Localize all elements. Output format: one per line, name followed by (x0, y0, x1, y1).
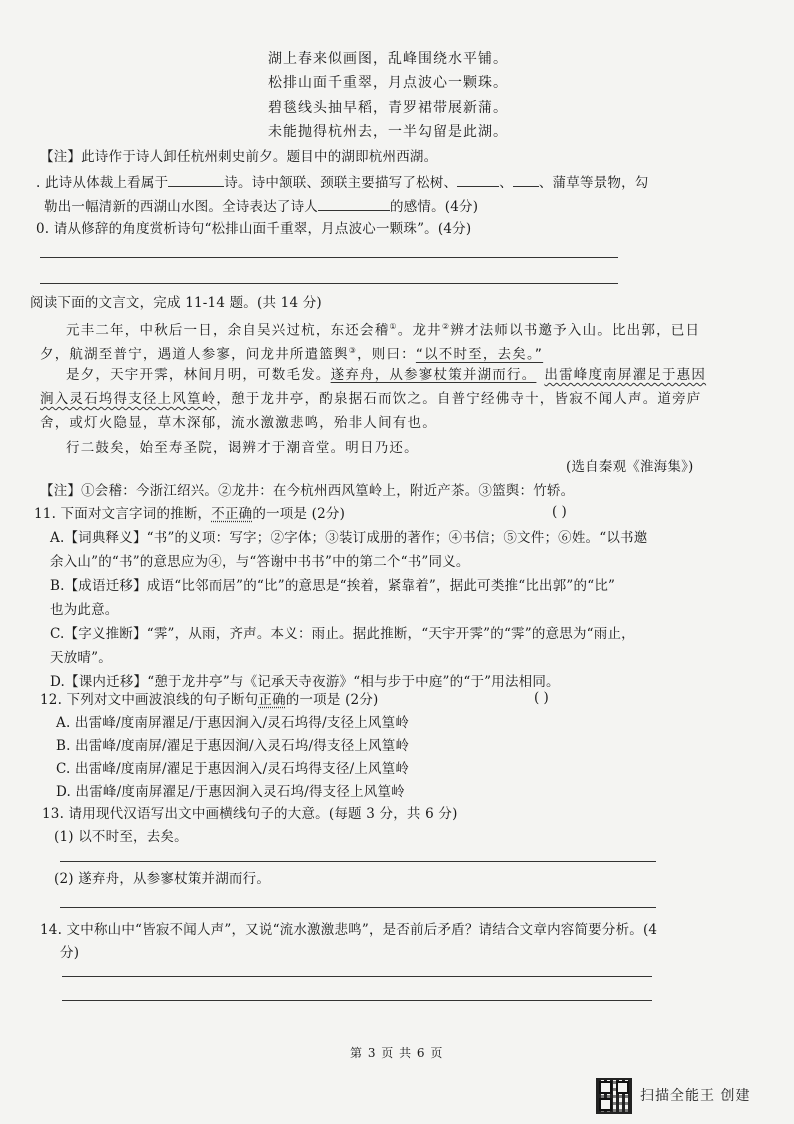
passage-line-5: 舍，或灯火隐显，草木深郁，流水激激悲鸣，殆非人间有也。 (40, 415, 437, 431)
q9-blank-emotion[interactable] (318, 196, 390, 211)
q9-blank-genre[interactable] (168, 172, 224, 187)
q11-option-c-line-2: 天放晴”。 (50, 650, 112, 666)
passage-text-2a: 是夕，天宇开霁，林间月明，可数毛发。 (66, 367, 331, 383)
footnote-mark-1: ① (389, 322, 398, 331)
reading-intro: 阅读下面的文言文，完成 11-14 题。(共 14 分) (30, 295, 322, 311)
wavy-sentence-part-2: 涧入灵石坞得支径上风篁岭 (40, 391, 217, 407)
q11-option-c-line-1: C.【字义推断】“霁”，从雨，齐声。本义：雨止。据此推断，“天宇开霁”的“霁”的意思为“雨止， (50, 626, 635, 642)
q12-stem-a: 12. 下列对文中画波浪线的句子断句 (40, 692, 259, 708)
question-9-line-1 (36, 172, 649, 192)
poem-line-3: 碧毯线头抽早稻，青罗裙带展新蒲。 (268, 100, 508, 116)
passage-footnotes: 【注】①会稽：今浙江绍兴。②龙井：在今杭州西风篁岭上，附近产茶。③篮舆：竹轿。 (40, 483, 575, 499)
question-14-line-1: 14. 文中称山中“皆寂不闻人声”，又说“流水激激悲鸣”，是否前后矛盾？请结合文章内容简要分析。(4 (40, 922, 658, 938)
q12-option-b: B. 出雷峰/度南屏/濯足于惠因涧/入灵石坞/得支径上风篁岭 (56, 738, 410, 754)
q10-answer-line-2[interactable] (40, 283, 618, 284)
q9-text-4: 、蒲草等景物，勾 (538, 175, 649, 191)
q10-answer-line-1[interactable] (40, 257, 618, 258)
q9-text-6: 的感情。(4分) (390, 199, 479, 215)
q12-option-c: C. 出雷峰/度南屏/濯足于惠因涧入/灵石坞得支径/上风篁岭 (56, 761, 410, 777)
q13-answer-line-1[interactable] (60, 861, 656, 862)
q12-answer-box[interactable]: ( ) (534, 690, 549, 706)
q14-answer-line-2[interactable] (62, 1000, 652, 1001)
poem-line-2: 松排山面千重翠，月点波心一颗珠。 (268, 75, 508, 91)
q11-stem-emphasis: 不正确 (211, 506, 253, 522)
passage-text-1e: ，则曰： (357, 346, 416, 363)
passage-text-1d: 夕，航湖至普宁，遇道人参寥，问龙井所遣篮舆 (40, 346, 349, 363)
poem-line-4: 未能抛得杭州去，一半勾留是此湖。 (268, 124, 508, 140)
qr-finder-top-right (616, 1081, 629, 1094)
scanner-watermark: 扫描全能王 创建 (640, 1088, 751, 1104)
q12-stem-c: 的一项是 (2分) (285, 692, 379, 708)
q13-answer-line-2[interactable] (60, 907, 656, 908)
q11-option-b-line-2: 也为此意。 (50, 602, 119, 618)
q9-text-2: 诗。诗中颔联、颈联主要描写了松树、 (224, 175, 458, 191)
passage-line-2 (40, 342, 543, 364)
q11-option-d: D.【课内迁移】“憩于龙井亭”与《记承天寺夜游》“相与步于中庭”的“于”用法相同。 (50, 674, 560, 690)
poem-line-1: 湖上春来似画图，乱峰围绕水平铺。 (268, 51, 508, 67)
q11-stem-a: 11. 下面对文言字词的推断， (34, 506, 212, 522)
q11-option-b-line-1: B.【成语迁移】成语“比邻而居”的“比”的意思是“挨着，紧靠着”，据此可类推“比出郭”的“比” (50, 578, 616, 594)
q13-sentence-1: (1) 以不时至，去矣。 (54, 829, 188, 845)
underlined-sentence-2: 遂弃舟，从参寥杖策并湖而行。 (330, 367, 537, 383)
wavy-sentence-part-1: 出雷峰度南屏濯足于惠因 (544, 367, 707, 383)
q9-text-5: 勒出一幅清新的西湖山水图。全诗表达了诗人 (44, 199, 318, 215)
qr-code-icon (596, 1078, 632, 1114)
question-11-stem (34, 505, 345, 523)
passage-line-1 (66, 318, 700, 340)
q9-blank-scene-1[interactable] (457, 172, 499, 187)
question-10: 0. 请从修辞的角度赏析诗句“松排山面千重翠，月点波心一颗珠”。(4分) (36, 221, 472, 237)
q12-stem-emphasis: 正确 (258, 692, 286, 708)
q11-answer-box[interactable]: ( ) (552, 504, 567, 520)
underlined-sentence-1: “以不时至，去矣。” (415, 346, 544, 363)
question-9-line-2 (44, 196, 478, 216)
q9-blank-scene-2[interactable] (513, 172, 539, 187)
footnote-mark-2: ② (441, 322, 451, 331)
passage-line-6: 行二鼓矣，始至寿圣院，谒辨才于潮音堂。明日乃还。 (66, 440, 419, 456)
q13-sentence-2: (2) 遂弃舟，从参寥杖策并湖而行。 (54, 871, 271, 887)
q14-answer-line-1[interactable] (62, 976, 652, 977)
q9-text-3: 、 (499, 175, 513, 191)
footnote-mark-3: ③ (348, 346, 358, 355)
q11-option-a-line-1: A.【词典释义】“书”的义项：写字；②字体；③装订成册的著作；④书信；⑤文件；⑥姓。“以书邀 (50, 530, 648, 546)
q12-option-d: D. 出雷峰/度南屏濯足/于惠因涧入灵石坞/得支径上风篁岭 (56, 784, 405, 800)
question-14-line-2: 分) (60, 945, 80, 961)
q9-text-1: . 此诗从体裁上看属于 (36, 175, 169, 191)
passage-text-1a: 元丰二年，中秋后一日，余自吴兴过杭，东还会稽 (66, 322, 390, 339)
passage-source: (选自秦观《淮海集》) (566, 459, 694, 475)
passage-text-1c: 辨才法师以书邀予入山。比出郭，已日 (450, 322, 701, 339)
passage-line-4 (40, 390, 702, 408)
q11-stem-c: 的一项是 (2分) (252, 506, 346, 522)
question-13-stem: 13. 请用现代汉语写出文中画横线句子的大意。(每题 3 分，共 6 分) (42, 806, 458, 822)
passage-line-3 (66, 366, 706, 384)
q12-option-a: A. 出雷峰/度南屏濯足/于惠因涧入/灵石坞得/支径上风篁岭 (56, 715, 410, 731)
poem-note: 【注】此诗作于诗人卸任杭州刺史前夕。题目中的湖即杭州西湖。 (40, 149, 438, 165)
qr-finder-top-left (599, 1081, 612, 1094)
passage-text-1b: 。龙井 (397, 322, 442, 339)
passage-text-2e: ，憩于龙井亭，酌泉据石而饮之。自普宁经佛寺十，皆寂不闻人声。道旁庐 (216, 391, 702, 407)
page-number: 第 3 页 共 6 页 (350, 1046, 444, 1060)
question-12-stem (40, 691, 379, 709)
q11-option-a-line-2: 余入山”的“书”的意思应为④，与“答谢中书书”中的第二个“书”同义。 (50, 554, 470, 570)
qr-finder-bottom-left (599, 1098, 612, 1111)
